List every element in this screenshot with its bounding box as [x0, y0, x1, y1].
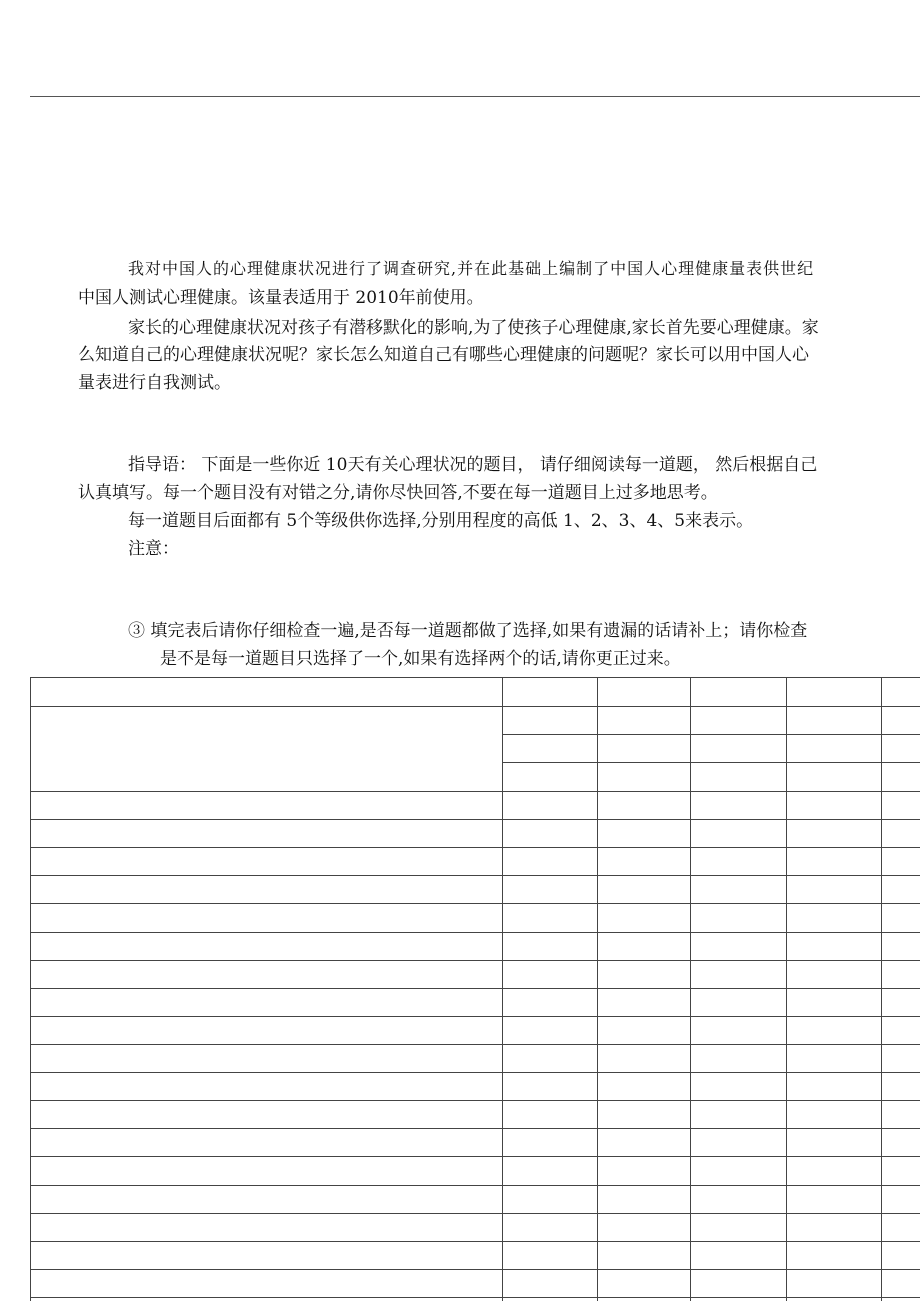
parents-paragraph-line-1: 家长的心理健康状况对孩子有潜移默化的影响,为了使孩子心理健康,家长首先要心理健康。家 [128, 318, 819, 338]
instruction-line-2: 认真填写。每一个题目没有对错之分,请你尽快回答,不要在每一道题目上过多地思考。 [78, 483, 718, 503]
check-line-1: ③ 填完表后请你仔细检查一遍,是否每一道题都做了选择,如果有遗漏的话请补上；请你检查 [128, 621, 808, 641]
parents-paragraph-line-3: 量表进行自我测试。 [78, 373, 231, 393]
intro-paragraph-line-1: 我对中国人的心理健康状况进行了调查研究,并在此基础上编制了中国人心理健康量表供世纪 [128, 259, 815, 278]
check-line-2: 是不是每一道题目只选择了一个,如果有选择两个的话,请你更正过来。 [160, 649, 681, 669]
intro-paragraph-line-2: 中国人测试心理健康。该量表适用于 2010年前使用。 [78, 288, 484, 308]
levels-line: 每一道题目后面都有 5个等级供你选择,分别用程度的高低 1、2、3、4、5来表示。 [128, 511, 754, 531]
instruction-line-1: 指导语： 下面是一些你近 10天有关心理状况的题目， 请仔细阅读每一道题， 然后根据自己 [128, 455, 818, 475]
questionnaire-grid [30, 677, 920, 1301]
questionnaire-table [30, 677, 920, 1301]
header-rule [30, 96, 920, 97]
note-label: 注意： [128, 539, 179, 559]
parents-paragraph-line-2: 么知道自己的心理健康状况呢？家长怎么知道自己有哪些心理健康的问题呢？家长可以用中国人心 [78, 345, 809, 365]
